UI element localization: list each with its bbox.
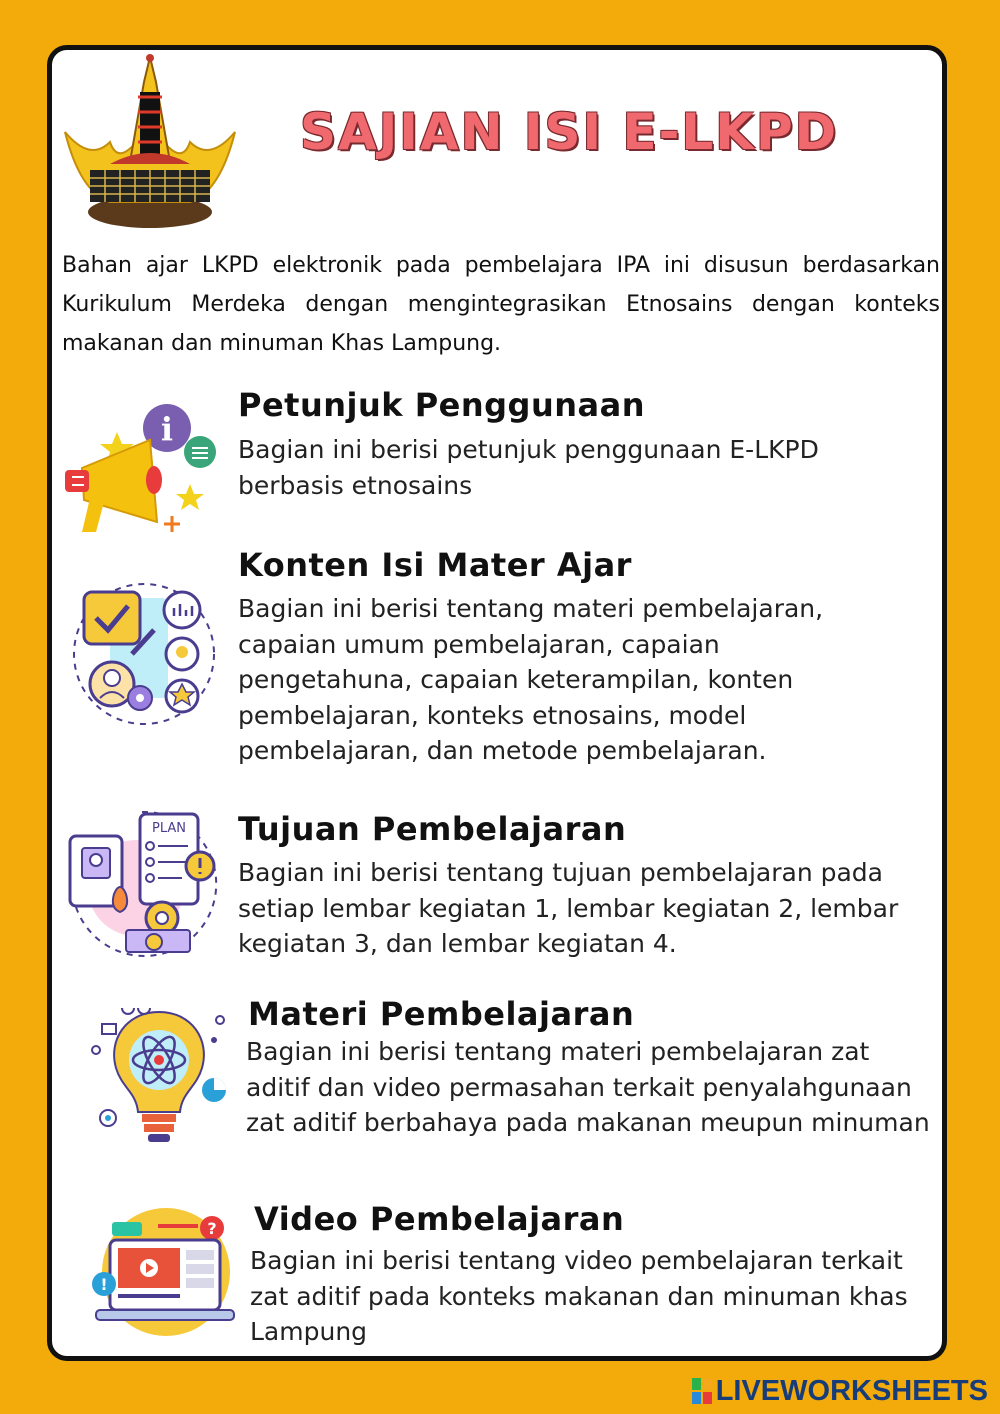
- brand-text: LIVEWORKSHEETS: [715, 1374, 988, 1407]
- svg-text:PLAN: PLAN: [152, 821, 186, 836]
- svg-text:!: !: [100, 1275, 108, 1294]
- lightbulb-atom-icon: [86, 1000, 232, 1146]
- section-title-petunjuk: Petunjuk Penggunaan: [238, 386, 645, 424]
- learning-content-icon: [70, 580, 218, 728]
- section-title-tujuan: Tujuan Pembelajaran: [238, 810, 627, 848]
- laptop-video-icon: [88, 1200, 238, 1336]
- svg-text:i: i: [160, 410, 174, 448]
- section-title-materi: Materi Pembelajaran: [248, 995, 635, 1033]
- section-desc-video: Bagian ini berisi tentang video pembelajaran terkait zat aditif pada konteks makanan dan minuman khas Lampung: [250, 1246, 908, 1346]
- intro-paragraph: Bahan ajar LKPD elektronik pada pembelajara IPA ini disusun berdasarkan Kurikulum Merdeka dengan mengintegrasikan Etnosains dengan konteks makanan dan minuman Khas Lampung.: [62, 253, 940, 356]
- page-title: SAJIAN ISI E-LKPD: [300, 103, 839, 161]
- section-desc-tujuan: Bagian ini berisi tentang tujuan pembelajaran pada setiap lembar kegiatan 1, lembar kegiatan 2, lembar kegiatan 3, dan lembar kegiatan 4.: [238, 858, 899, 958]
- section-title-konten: Konten Isi Mater Ajar: [238, 546, 632, 584]
- section-title-video: Video Pembelajaran: [254, 1200, 625, 1238]
- plan-goal-icon: [66, 808, 218, 958]
- section-desc-konten: Bagian ini berisi tentang materi pembelajaran, capaian umum pembelajaran, capaian pengetahuna, capaian keterampilan, konten pembelajaran, konteks etnosains, model pembelajaran, dan metode pembelajaran.: [238, 594, 824, 765]
- liveworksheets-logo-icon: [692, 1378, 712, 1404]
- megaphone-info-icon: [62, 400, 227, 540]
- lampung-siger-crown-icon: [60, 52, 240, 230]
- section-desc-petunjuk: Bagian ini berisi petunjuk penggunaan E-LKPD berbasis etnosains: [238, 435, 819, 500]
- section-desc-materi: Bagian ini berisi tentang materi pembelajaran zat aditif dan video permasahan terkait penyalahgunaan zat aditif berbahaya pada makanan meupun minuman: [246, 1037, 930, 1137]
- svg-text:?: ?: [207, 1219, 217, 1238]
- liveworksheets-brand[interactable]: [692, 1376, 988, 1406]
